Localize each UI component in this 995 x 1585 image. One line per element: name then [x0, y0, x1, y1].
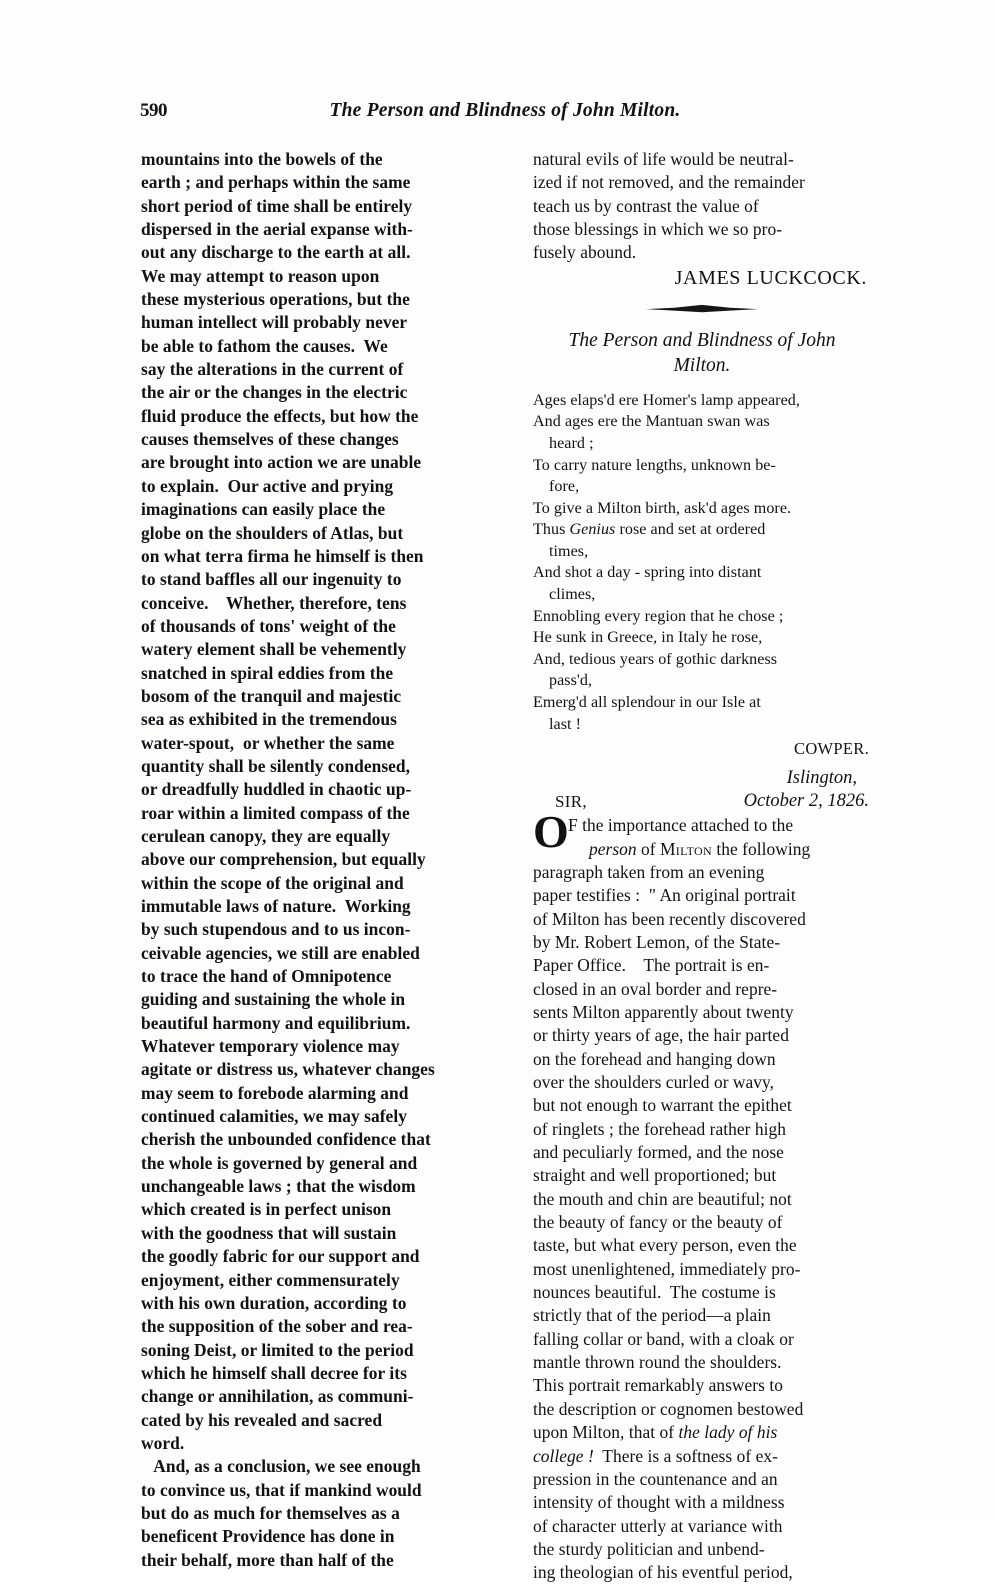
text-line: agitate or distress us, whatever changes	[141, 1059, 435, 1080]
text-line: cated by his revealed and sacred	[141, 1409, 383, 1430]
text-line: change or annihilation, as communi-	[141, 1386, 414, 1407]
text-line: globe on the shoulders of Atlas, but	[141, 522, 404, 543]
text-line: out any discharge to the earth at all.	[141, 242, 411, 263]
text-line: with his own duration, according to	[141, 1292, 407, 1313]
text-line: pression in the countenance and an	[533, 1468, 778, 1489]
text-line: strictly that of the period—a plain	[533, 1305, 771, 1326]
text-line: beautiful harmony and equilibrium.	[141, 1012, 411, 1033]
text-line: above our comprehension, but equally	[141, 849, 426, 870]
text-line: the air or the changes in the electric	[141, 382, 408, 403]
text-line: Whatever temporary violence may	[141, 1036, 400, 1057]
text-line: sea as exhibited in the tremendous	[141, 709, 397, 730]
text-line: the mouth and chin are beautiful; not	[533, 1188, 792, 1209]
poem-line: last !	[549, 715, 582, 733]
text-line: by such stupendous and to us incon-	[141, 919, 411, 940]
article-title-line-2: Milton.	[673, 354, 731, 376]
text-line: This portrait remarkably answers to	[533, 1375, 783, 1396]
text-line: We may attempt to reason upon	[141, 265, 380, 286]
poem-line: Thus Genius rose and set at ordered	[533, 521, 766, 539]
text-line: bosom of the tranquil and majestic	[141, 685, 402, 706]
text-line: of ringlets ; the forehead rather high	[533, 1118, 787, 1139]
right-column	[533, 148, 871, 1585]
poem-line: fore,	[549, 478, 580, 496]
poem-line: He sunk in Greece, in Italy he rose,	[533, 629, 763, 647]
text-line: and peculiarly formed, and the nose	[533, 1142, 784, 1163]
salutation: SIR,	[555, 792, 587, 812]
text-line: are brought into action we are unable	[141, 452, 422, 473]
poem-line: And ages ere the Mantuan swan was	[533, 413, 770, 431]
text-line: cherish the unbounded confidence that	[141, 1129, 431, 1150]
spindle-rule-icon	[646, 304, 758, 313]
text-line: immutable laws of nature. Working	[141, 896, 411, 916]
text-line: straight and well proportioned; but	[533, 1165, 777, 1186]
article-title-line-1: The Person and Blindness of John	[568, 329, 836, 351]
text-line: causes themselves of these changes	[141, 429, 399, 450]
text-line: which created is in perfect unison	[141, 1199, 392, 1220]
text-line: mantle thrown round the shoulders.	[533, 1352, 782, 1373]
text-line: upon Milton, that of the lady of his	[533, 1422, 778, 1443]
text-line: the description or cognomen bestowed	[533, 1398, 804, 1419]
text-line: falling collar or band, with a cloak or	[533, 1328, 794, 1349]
text-line: quantity shall be silently condensed,	[141, 755, 411, 776]
text-line: may seem to forebode alarming and	[141, 1082, 409, 1103]
text-line: snatched in spiral eddies from the	[141, 662, 394, 683]
text-line: to convince us, that if mankind would	[141, 1479, 422, 1500]
text-line: on what terra firma he himself is then	[141, 545, 424, 566]
poem-line: times,	[549, 542, 589, 560]
text-line: to trace the hand of Omnipotence	[141, 966, 392, 987]
text-line: roar within a limited compass of the	[141, 802, 410, 823]
letter-second-line: person of Milton the following	[589, 838, 811, 859]
text-line: dispersed in the aerial expanse with-	[141, 219, 413, 240]
text-line: but not enough to warrant the epithet	[533, 1095, 792, 1116]
text-line: college ! There is a softness of ex-	[533, 1445, 778, 1466]
text-line: the sturdy politician and unbend-	[533, 1538, 765, 1559]
text-line: of character utterly at variance with	[533, 1515, 783, 1536]
text-line: to explain. Our active and prying	[141, 475, 394, 496]
text-line: ing theologian of his eventful period,	[533, 1562, 793, 1583]
article-signature: JAMES LUCKCOCK.	[674, 266, 867, 289]
dateline-place: Islington,	[786, 768, 857, 789]
salutation-row	[533, 790, 871, 813]
text-line: fluid produce the effects, but how the	[141, 405, 419, 426]
text-line: sents Milton apparently about twenty	[533, 1001, 794, 1022]
ornament-rule	[533, 292, 871, 326]
text-line: taste, but what every person, even the	[533, 1235, 797, 1256]
text-line: over the shoulders curled or wavy,	[533, 1072, 775, 1092]
text-line: but do as much for themselves as a	[141, 1502, 400, 1523]
text-line: conceive. Whether, therefore, tens	[141, 592, 407, 613]
text-line: teach us by contrast the value of	[533, 195, 759, 216]
dateline	[533, 767, 871, 813]
left-paragraph-2	[141, 1455, 512, 1572]
text-line: be able to fathom the causes. We	[141, 335, 388, 356]
poem-line: climes,	[549, 586, 596, 604]
text-line: or dreadfully huddled in chaotic up-	[141, 779, 412, 800]
text-line: nounces beautiful. The costume is	[533, 1282, 776, 1303]
text-line: watery element shall be vehemently	[141, 639, 407, 660]
text-line: soning Deist, or limited to the period	[141, 1339, 414, 1360]
running-head	[140, 100, 870, 126]
text-line: cerulean canopy, they are equally	[141, 825, 391, 846]
text-line: unchangeable laws ; that the wisdom	[141, 1176, 416, 1197]
text-line: And, as a conclusion, we see enough	[141, 1456, 421, 1477]
text-line: say the alterations in the current of	[141, 359, 404, 380]
text-line: which he himself shall decree for its	[141, 1362, 407, 1383]
poem-attribution: COWPER.	[794, 739, 869, 759]
text-line: natural evils of life would be neutral-	[533, 149, 794, 169]
poem-line: Emerg'd all splendour in our Isle at	[533, 694, 761, 712]
drop-cap: O	[533, 806, 569, 858]
text-line: closed in an oval border and repre-	[533, 978, 778, 999]
text-line: most unenlightened, immediately pro-	[533, 1258, 801, 1279]
text-line: with the goodness that will sustain	[141, 1222, 397, 1243]
poem-line: Ennobling every region that he chose ;	[533, 607, 784, 625]
text-line: within the scope of the original and	[141, 872, 404, 893]
text-line: or thirty years of age, the hair parted	[533, 1025, 789, 1046]
text-line: the goodly fabric for our support and	[141, 1246, 420, 1267]
text-line: the beauty of fancy or the beauty of	[533, 1212, 783, 1233]
letter-body	[533, 806, 871, 1584]
text-line: on the forehead and hanging down	[533, 1048, 776, 1069]
left-paragraph-1	[141, 148, 512, 1455]
text-line: word.	[141, 1432, 185, 1453]
text-line: by Mr. Robert Lemon, of the State-	[533, 931, 781, 952]
poem-line: heard ;	[549, 434, 594, 452]
text-line: their behalf, more than half of the	[141, 1549, 394, 1570]
poem-line: To give a Milton birth, ask'd ages more.	[533, 499, 792, 517]
poem-line: pass'd,	[549, 672, 593, 690]
text-line: the whole is governed by general and	[141, 1152, 418, 1173]
text-line: of thousands of tons' weight of the	[141, 615, 396, 636]
page-number: 590	[140, 100, 167, 121]
text-line: short period of time shall be entirely	[141, 195, 413, 216]
text-line: ized if not removed, and the remainder	[533, 172, 805, 193]
text-line: fusely abound.	[533, 242, 637, 263]
text-line: human intellect will probably never	[141, 312, 408, 333]
poem	[533, 390, 871, 736]
text-line: water-spout, or whether the same	[141, 732, 395, 753]
text-line: of Milton has been recently discovered	[533, 908, 806, 929]
text-line: paragraph taken from an evening	[533, 861, 765, 882]
poem-line: And, tedious years of gothic darkness	[533, 650, 778, 668]
text-line: imaginations can easily place the	[141, 499, 386, 520]
poem-line: Ages elaps'd ere Homer's lamp appeared,	[533, 391, 800, 409]
text-line: intensity of thought with a mildness	[533, 1492, 785, 1513]
poem-line: To carry nature lengths, unknown be-	[533, 456, 776, 474]
continued-paragraph	[533, 148, 871, 265]
text-line: enjoyment, either commensurately	[141, 1269, 400, 1290]
text-line: mountains into the bowels of the	[141, 149, 383, 169]
poem-line: And shot a day - spring into distant	[533, 564, 762, 582]
left-column	[141, 148, 512, 1572]
text-line: paper testifies : " An original portrait	[533, 885, 796, 906]
letter-remaining-lines	[533, 861, 871, 1585]
text-line: those blessings in which we so pro-	[533, 219, 783, 240]
text-line: ceivable agencies, we still are enabled	[141, 942, 420, 963]
text-line: guiding and sustaining the whole in	[141, 989, 406, 1010]
running-head-title: The Person and Blindness of John Milton.	[329, 100, 681, 121]
article-title	[533, 328, 871, 378]
text-line: Paper Office. The portrait is en-	[533, 955, 770, 976]
text-line: continued calamities, we may safely	[141, 1106, 407, 1127]
text-line: beneficent Providence has done in	[141, 1526, 395, 1547]
letter-first-line: F the importance attached to the	[568, 815, 794, 836]
text-line: the supposition of the sober and rea-	[141, 1316, 413, 1337]
text-line: earth ; and perhaps within the same	[141, 172, 411, 193]
text-line: to stand baffles all our ingenuity to	[141, 569, 402, 590]
text-line: these mysterious operations, but the	[141, 289, 410, 310]
dateline-date: October 2, 1826.	[743, 791, 869, 812]
